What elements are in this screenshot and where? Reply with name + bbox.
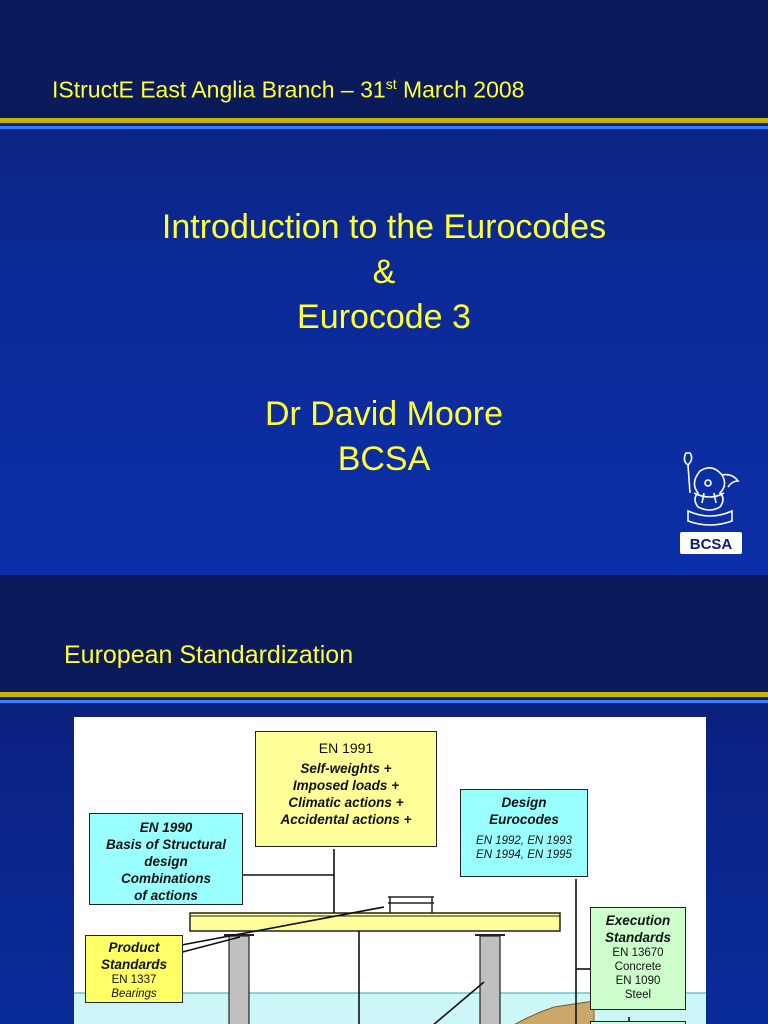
box-small-line: EN 13670 [612,947,664,959]
pier-left [229,936,249,1024]
design-eurocodes-box [460,789,588,877]
title-line: Eurocode 3 [297,298,471,336]
title-line: & [372,253,396,291]
box-small-line: Bearings [111,988,157,1000]
presentation-title [0,205,768,340]
presenter-block [0,392,768,482]
header-rule-gold [0,118,768,123]
box-line: Design [501,795,547,810]
title-line: Introduction to the Eurocodes [161,208,607,246]
header-band [0,575,768,693]
en1991-box [255,731,437,847]
box-small-line: EN 1992, EN 1993 [476,835,572,847]
box-small-line: Concrete [614,961,662,973]
pier-right [480,936,500,1024]
box-code: EN 1991 [318,740,374,756]
bcsa-logo [674,449,746,557]
presenter-org: BCSA [337,440,431,478]
box-small-line: EN 1090 [615,975,661,987]
box-small-line: EN 1994, EN 1995 [476,849,572,861]
box-line: Standards [100,957,168,972]
box-line: Product [108,940,160,955]
execution-standards-box [590,907,686,1010]
box-line: Accidental actions + [280,812,412,827]
box-small-line: EN 1337 [111,974,157,986]
box-line: design [144,854,188,869]
title-rule-gold [0,692,768,697]
slide2-title: European Standardization [64,641,354,669]
box-line: Execution [605,913,671,928]
content-slide [0,575,768,1024]
box-line: Basis of Structural [105,837,227,852]
slide1-header: IStructE East Anglia Branch – 31st March 2008 [52,76,525,103]
box-line: Eurocodes [489,812,559,827]
en1990-box [89,813,243,905]
logo-text: BCSA [689,536,733,553]
presenter-name: Dr David Moore [264,395,504,433]
product-standards-box [85,935,183,1003]
box-line: Climatic actions + [288,795,404,810]
box-small-line: Steel [624,989,652,1001]
box-line: Imposed loads + [292,778,400,793]
title-rule-blue [0,700,768,703]
box-line: of actions [134,888,198,903]
box-line: Self-weights + [300,761,392,776]
header-rule-blue [0,126,768,129]
railing [388,897,434,913]
eurocodes-diagram [74,717,706,1024]
box-code: EN 1990 [139,820,193,835]
box-line: Combinations [121,871,211,886]
box-line: Standards [604,930,672,945]
